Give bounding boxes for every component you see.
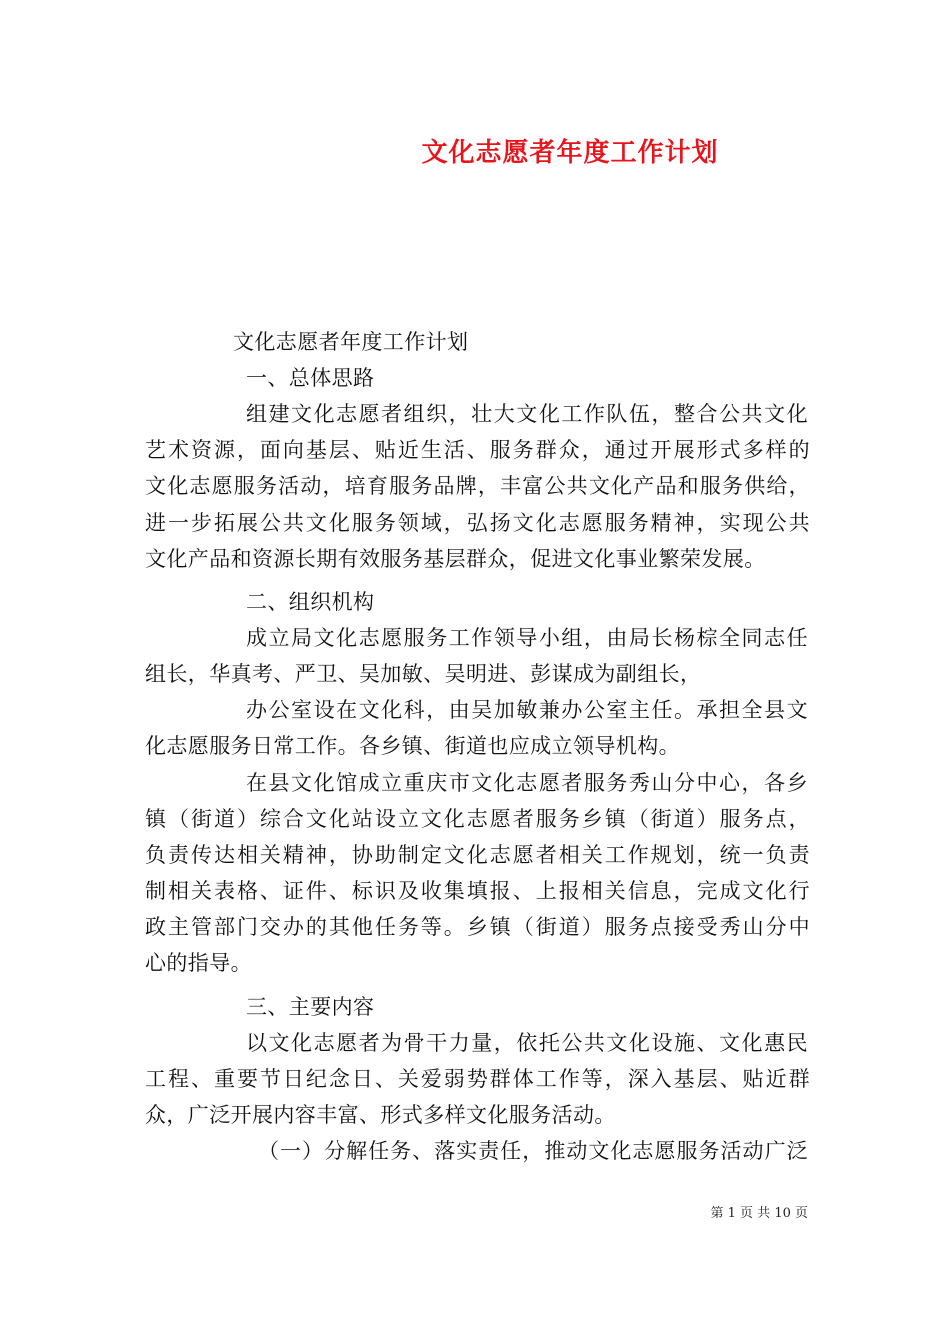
paragraph-line: 工程、重要节日纪念日、关爱弱势群体工作等，深入基层、贴近群 [145, 1067, 810, 1091]
body-heading: 文化志愿者年度工作计划 [233, 330, 469, 354]
subsection-heading: （一）分解任务、落实责任，推动文化志愿服务活动广泛 [258, 1139, 808, 1163]
page-number-footer: 第 1 页 共 10 页 [710, 1206, 808, 1221]
section-heading-2: 二、组织机构 [246, 590, 375, 614]
paragraph-line: 心的指导。 [145, 951, 252, 975]
paragraph-line: 以文化志愿者为骨干力量，依托公共文化设施、文化惠民 [246, 1031, 808, 1055]
paragraph-line: 进一步拓展公共文化服务领域，弘扬文化志愿服务精神，实现公共 [145, 511, 810, 535]
paragraph-line: 组建文化志愿者组织，壮大文化工作队伍，整合公共文化 [246, 402, 808, 426]
paragraph-line: 化志愿服务日常工作。各乡镇、街道也应成立领导机构。 [145, 734, 680, 758]
section-heading-1: 一、总体思路 [246, 366, 375, 390]
paragraph-line: 办公室设在文化科，由吴加敏兼办公室主任。承担全县文 [246, 698, 808, 722]
paragraph-line: 成立局文化志愿服务工作领导小组，由局长杨棕全同志任 [246, 626, 808, 650]
document-title: 文化志愿者年度工作计划 [421, 138, 719, 168]
paragraph-line: 政主管部门交办的其他任务等。乡镇（街道）服务点接受秀山分中 [145, 915, 810, 939]
paragraph-line: 文化产品和资源长期有效服务基层群众，促进文化事业繁荣发展。 [145, 547, 766, 571]
paragraph-line: 镇（街道）综合文化站设立文化志愿者服务乡镇（街道）服务点， [145, 807, 810, 831]
paragraph-line: 文化志愿服务活动，培育服务品牌，丰富公共文化产品和服务供给， [145, 474, 810, 498]
section-heading-3: 三、主要内容 [246, 995, 375, 1019]
paragraph-line: 负责传达相关精神，协助制定文化志愿者相关工作规划，统一负责 [145, 843, 810, 867]
paragraph-line: 在县文化馆成立重庆市文化志愿者服务秀山分中心，各乡 [246, 771, 808, 795]
paragraph-line: 组长，华真考、严卫、吴加敏、吴明进、彭谋成为副组长， [145, 662, 702, 686]
paragraph-line: 制相关表格、证件、标识及收集填报、上报相关信息，完成文化行 [145, 879, 810, 903]
paragraph-line: 艺术资源，面向基层、贴近生活、服务群众，通过开展形式多样的 [145, 438, 810, 462]
paragraph-line: 众，广泛开展内容丰富、形式多样文化服务活动。 [145, 1103, 616, 1127]
